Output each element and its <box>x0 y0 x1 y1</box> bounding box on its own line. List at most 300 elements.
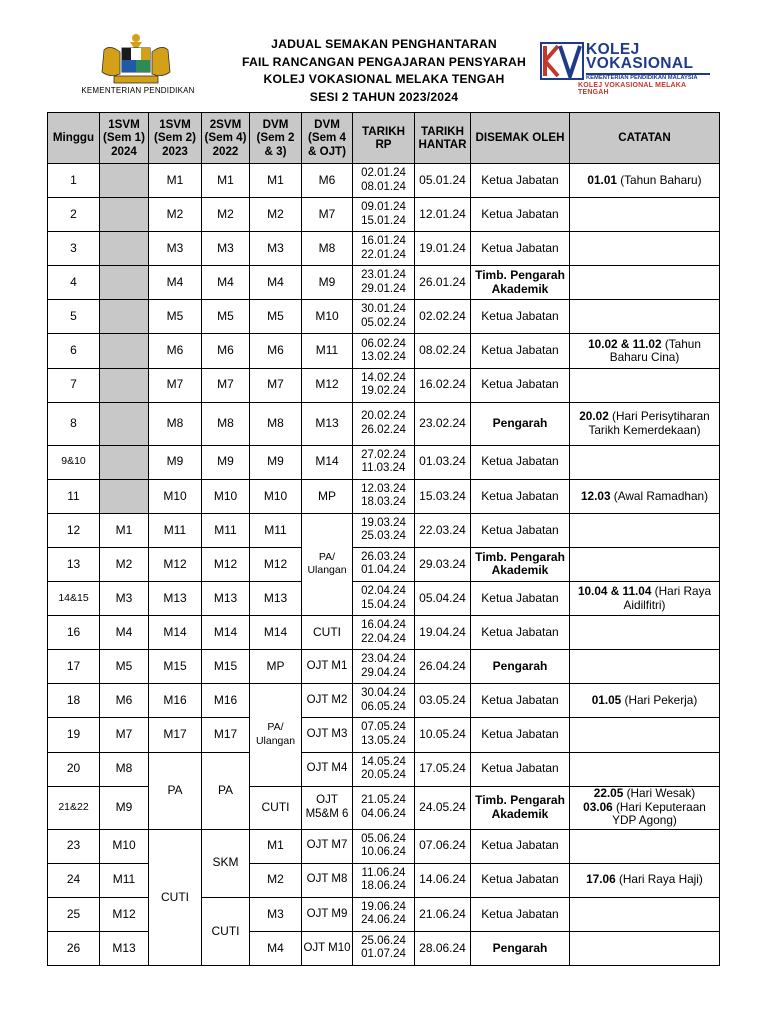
table-row <box>48 266 720 300</box>
dvm-sem4-cell: M8 <box>302 232 353 266</box>
tarikh-rp-cell <box>353 479 415 513</box>
rp-end-date: 10.06.24 <box>361 846 406 859</box>
svm2-2022-cell: M7 <box>202 368 250 402</box>
rp-start-date: 19.03.24 <box>361 516 406 529</box>
rp-end-date: 18.06.24 <box>361 880 406 893</box>
svm2-2022-cell: M16 <box>202 684 250 718</box>
table-row <box>48 368 720 402</box>
cuti-merged-cell <box>202 897 250 965</box>
rp-start-date: 06.02.24 <box>361 337 406 350</box>
tarikh-hantar-cell: 29.03.24 <box>415 547 471 581</box>
tarikh-rp-cell <box>353 164 415 198</box>
svm1-2023-cell: M1 <box>149 164 202 198</box>
catatan-cell <box>570 582 720 616</box>
kolej-vokasional-logo <box>540 42 716 100</box>
tarikh-rp-cell <box>353 650 415 684</box>
rp-start-date: 21.05.24 <box>361 794 406 807</box>
catatan-cell <box>570 479 720 513</box>
dvm-sem23-cell: MP <box>250 650 302 684</box>
catatan-cell <box>570 164 720 198</box>
catatan-cell <box>570 786 720 829</box>
reviewer-cell: Pengarah <box>471 931 570 965</box>
table-row <box>48 513 720 547</box>
dvm-sem23-cell: M2 <box>250 198 302 232</box>
rp-start-date: 23.04.24 <box>361 653 406 666</box>
tarikh-rp-cell <box>353 718 415 752</box>
week-cell: 23 <box>48 829 100 863</box>
dvm-sem4-cell: M9 <box>302 266 353 300</box>
shaded-cell <box>100 445 149 479</box>
holiday-date: 12.03 <box>580 488 611 503</box>
table-row <box>48 684 720 718</box>
rp-start-date: 12.03.24 <box>361 482 406 495</box>
catatan-cell <box>570 198 720 232</box>
dvm-sem4-cell: M6 <box>302 164 353 198</box>
dvm-sem4-cell: OJT M4 <box>302 752 353 786</box>
svm1-2024-cell: M13 <box>100 931 149 965</box>
dvm-sem4-cell: M14 <box>302 445 353 479</box>
rp-end-date: 01.04.24 <box>361 564 406 577</box>
svm1-2024-cell: M10 <box>100 829 149 863</box>
tarikh-rp-cell <box>353 513 415 547</box>
catatan-cell <box>570 368 720 402</box>
reviewer-cell: Ketua Jabatan <box>471 616 570 650</box>
cuti-merged-cell <box>149 829 202 965</box>
tarikh-hantar-cell: 23.02.24 <box>415 402 471 445</box>
holiday-name: (Hari Raya Aidilfitri) <box>623 584 712 612</box>
tarikh-hantar-cell: 26.04.24 <box>415 650 471 684</box>
table-row <box>48 897 720 931</box>
week-cell: 12 <box>48 513 100 547</box>
holiday-name: (Hari Pekerja) <box>621 693 698 708</box>
week-cell: 5 <box>48 300 100 334</box>
kv-logo-mark-icon <box>540 42 584 80</box>
rp-start-date: 09.01.24 <box>361 201 406 214</box>
rp-start-date: 30.01.24 <box>361 303 406 316</box>
svm1-2023-cell: M3 <box>149 232 202 266</box>
holiday-date: 10.02 & 11.02 <box>588 336 662 351</box>
tarikh-hantar-cell: 07.06.24 <box>415 829 471 863</box>
document-header <box>0 0 768 112</box>
holiday-name: (Hari Keputeraan YDP Agong) <box>612 799 706 828</box>
rp-start-date: 27.02.24 <box>361 448 406 461</box>
svm1-2023-cell: M9 <box>149 445 202 479</box>
kv-logo-subtitle: KOLEJ VOKASIONAL MELAKA TENGAH <box>578 82 687 96</box>
tarikh-rp-cell <box>353 402 415 445</box>
rp-start-date: 20.02.24 <box>361 410 406 423</box>
reviewer-cell: Ketua Jabatan <box>471 479 570 513</box>
rp-start-date: 16.01.24 <box>361 235 406 248</box>
shaded-cell <box>100 266 149 300</box>
svm1-2023-cell: M15 <box>149 650 202 684</box>
svm1-2023-cell: M17 <box>149 718 202 752</box>
svm2-2022-cell: M6 <box>202 334 250 368</box>
dvm-sem4-cell: OJT M9 <box>302 897 353 931</box>
rp-start-date: 14.02.24 <box>361 371 406 384</box>
dvm-sem4-cell: OJT M2 <box>302 684 353 718</box>
rp-end-date: 06.05.24 <box>361 700 406 713</box>
reviewer-cell: Ketua Jabatan <box>471 897 570 931</box>
column-header: CATATAN <box>570 113 720 164</box>
tarikh-hantar-cell: 10.05.24 <box>415 718 471 752</box>
rp-end-date: 13.05.24 <box>361 734 406 747</box>
cuti-label: CUTI <box>211 923 240 938</box>
catatan-cell <box>570 616 720 650</box>
table-row <box>48 402 720 445</box>
table-row <box>48 334 720 368</box>
week-cell: 17 <box>48 650 100 684</box>
column-header: DVM (Sem 4 & OJT) <box>302 113 353 164</box>
dvm-sem4-cell: MP <box>302 479 353 513</box>
dvm-sem23-cell: M3 <box>250 897 302 931</box>
dvm-sem4-cell: M7 <box>302 198 353 232</box>
reviewer-cell: Timb. Pengarah Akademik <box>471 266 570 300</box>
table-row <box>48 650 720 684</box>
tarikh-rp-cell <box>353 684 415 718</box>
column-header: 2SVM (Sem 4) 2022 <box>202 113 250 164</box>
rp-end-date: 29.04.24 <box>361 666 406 679</box>
svm1-2024-cell: M4 <box>100 616 149 650</box>
rp-end-date: 01.07.24 <box>361 948 406 961</box>
rp-end-date: 26.02.24 <box>361 423 406 436</box>
pa-label: PA <box>167 782 183 797</box>
dvm-sem23-cell: M11 <box>250 513 302 547</box>
tarikh-rp-cell <box>353 897 415 931</box>
dvm-sem23-cell: M5 <box>250 300 302 334</box>
rp-start-date: 25.06.24 <box>361 934 406 947</box>
svm1-2023-cell: M13 <box>149 582 202 616</box>
week-cell: 26 <box>48 931 100 965</box>
holiday-date: 20.02 <box>579 409 609 424</box>
kv-logo-line2: VOKASIONAL <box>586 55 694 72</box>
dvm-sem4-cell: OJT M7 <box>302 829 353 863</box>
rp-end-date: 04.06.24 <box>361 807 406 820</box>
rp-end-date: 13.02.24 <box>361 351 406 364</box>
rp-end-date: 20.05.24 <box>361 769 406 782</box>
tarikh-hantar-cell: 26.01.24 <box>415 266 471 300</box>
dvm-sem4-cell: M12 <box>302 368 353 402</box>
reviewer-cell: Timb. Pengarah Akademik <box>471 786 570 829</box>
svm2-2022-cell: M3 <box>202 232 250 266</box>
holiday-date: 22.05 <box>593 786 624 801</box>
reviewer-cell: Ketua Jabatan <box>471 863 570 897</box>
pa-ulangan-merged-cell <box>250 684 302 786</box>
dvm-sem4-cell: OJT M3 <box>302 718 353 752</box>
shaded-cell <box>100 198 149 232</box>
holiday-name: (Hari Perisytiharan Tarikh Kemerdekaan) <box>588 409 710 437</box>
dvm-sem4-cell: OJT M1 <box>302 650 353 684</box>
catatan-cell <box>570 718 720 752</box>
reviewer-cell: Ketua Jabatan <box>471 582 570 616</box>
dvm-sem4-cell: M13 <box>302 402 353 445</box>
week-cell: 4 <box>48 266 100 300</box>
catatan-cell <box>570 266 720 300</box>
dvm-sem4-cell: M10 <box>302 300 353 334</box>
catatan-cell <box>570 829 720 863</box>
week-cell: 20 <box>48 752 100 786</box>
catatan-cell <box>570 650 720 684</box>
catatan-cell <box>570 445 720 479</box>
svm2-2022-cell: M17 <box>202 718 250 752</box>
schedule-table <box>47 112 720 966</box>
tarikh-rp-cell <box>353 829 415 863</box>
shaded-cell <box>100 300 149 334</box>
dvm-sem4-cell: CUTI <box>302 616 353 650</box>
week-cell: 9&10 <box>48 445 100 479</box>
tarikh-rp-cell <box>353 616 415 650</box>
tarikh-rp-cell <box>353 863 415 897</box>
column-header: Minggu <box>48 113 100 164</box>
rp-start-date: 26.03.24 <box>361 550 406 563</box>
rp-start-date: 14.05.24 <box>361 755 406 768</box>
dvm-sem4-cell: OJT M10 <box>302 931 353 965</box>
rp-end-date: 15.01.24 <box>361 214 406 227</box>
dvm-sem23-cell: M4 <box>250 931 302 965</box>
svm1-2023-cell: M5 <box>149 300 202 334</box>
rp-start-date: 02.01.24 <box>361 167 406 180</box>
tarikh-hantar-cell: 22.03.24 <box>415 513 471 547</box>
svm1-2024-cell: M1 <box>100 513 149 547</box>
week-cell: 7 <box>48 368 100 402</box>
table-row <box>48 547 720 581</box>
holiday-name: (Tahun Baharu Cina) <box>609 336 701 365</box>
rp-end-date: 29.01.24 <box>361 282 406 295</box>
week-cell: 2 <box>48 198 100 232</box>
table-row <box>48 616 720 650</box>
holiday-date: 17.06 <box>586 872 616 887</box>
table-body <box>48 164 720 966</box>
rp-end-date: 18.03.24 <box>361 496 406 509</box>
tarikh-hantar-cell: 02.02.24 <box>415 300 471 334</box>
pa-ulangan-merged-cell <box>302 513 353 615</box>
svm2-2022-cell: M13 <box>202 582 250 616</box>
tarikh-hantar-cell: 19.01.24 <box>415 232 471 266</box>
column-header: TARIKH HANTAR <box>415 113 471 164</box>
tarikh-rp-cell <box>353 368 415 402</box>
table-row <box>48 786 720 829</box>
dvm-sem23-cell: M1 <box>250 164 302 198</box>
catatan-cell <box>570 402 720 445</box>
rp-end-date: 22.01.24 <box>361 248 406 261</box>
holiday-name: (Hari Wesak) <box>623 786 696 801</box>
dvm-sem23-cell: M10 <box>250 479 302 513</box>
svm2-2022-cell: M15 <box>202 650 250 684</box>
reviewer-cell: Ketua Jabatan <box>471 198 570 232</box>
svm1-2024-cell: M5 <box>100 650 149 684</box>
week-cell: 19 <box>48 718 100 752</box>
reviewer-cell: Pengarah <box>471 650 570 684</box>
dvm-sem23-cell: M8 <box>250 402 302 445</box>
dvm-sem23-cell: M9 <box>250 445 302 479</box>
tarikh-rp-cell <box>353 232 415 266</box>
kv-logo-ministry: KEMENTERIAN PENDIDIKAN MALAYSIA <box>586 75 698 81</box>
dvm-sem4-cell: OJT M8 <box>302 863 353 897</box>
week-cell: 1 <box>48 164 100 198</box>
tarikh-hantar-cell: 14.06.24 <box>415 863 471 897</box>
pa-merged-cell <box>149 752 202 829</box>
shaded-cell <box>100 479 149 513</box>
svm1-2024-cell: M8 <box>100 752 149 786</box>
dvm-sem23-cell: M14 <box>250 616 302 650</box>
rp-start-date: 11.06.24 <box>361 866 406 879</box>
tarikh-rp-cell <box>353 931 415 965</box>
svm1-2024-cell: M11 <box>100 863 149 897</box>
catatan-cell <box>570 897 720 931</box>
week-cell: 13 <box>48 547 100 581</box>
tarikh-hantar-cell: 15.03.24 <box>415 479 471 513</box>
svm1-2024-cell: M7 <box>100 718 149 752</box>
rp-start-date: 19.06.24 <box>361 900 406 913</box>
tarikh-hantar-cell: 08.02.24 <box>415 334 471 368</box>
svm1-2023-cell: M12 <box>149 547 202 581</box>
svm1-2023-cell: M14 <box>149 616 202 650</box>
rp-end-date: 25.03.24 <box>361 530 406 543</box>
tarikh-rp-cell <box>353 582 415 616</box>
tarikh-hantar-cell: 12.01.24 <box>415 198 471 232</box>
svm1-2023-cell: M16 <box>149 684 202 718</box>
shaded-cell <box>100 368 149 402</box>
table-row <box>48 931 720 965</box>
svm1-2023-cell: M2 <box>149 198 202 232</box>
pa-merged-cell <box>202 752 250 829</box>
week-cell: 11 <box>48 479 100 513</box>
rp-end-date: 19.02.24 <box>361 385 406 398</box>
tarikh-hantar-cell: 05.01.24 <box>415 164 471 198</box>
column-header: TARIKH RP <box>353 113 415 164</box>
svm2-2022-cell: M9 <box>202 445 250 479</box>
title-line-3: KOLEJ VOKASIONAL MELAKA TENGAH <box>263 72 505 86</box>
week-cell: 18 <box>48 684 100 718</box>
holiday-name: (Hari Raya Haji) <box>615 872 703 887</box>
svm2-2022-cell: M11 <box>202 513 250 547</box>
rp-start-date: 16.04.24 <box>361 619 406 632</box>
skm-label: SKM <box>212 855 239 870</box>
column-header: 1SVM (Sem 1) 2024 <box>100 113 149 164</box>
tarikh-hantar-cell: 28.06.24 <box>415 931 471 965</box>
holiday-date: 03.06 <box>583 799 613 814</box>
column-header: DVM (Sem 2 & 3) <box>250 113 302 164</box>
rp-end-date: 22.04.24 <box>361 632 406 645</box>
week-cell: 16 <box>48 616 100 650</box>
pa-ulangan-label: PA/ Ulangan <box>255 721 296 747</box>
reviewer-cell: Ketua Jabatan <box>471 513 570 547</box>
cuti-label: CUTI <box>161 889 189 904</box>
column-header: DISEMAK OLEH <box>471 113 570 164</box>
tarikh-hantar-cell: 01.03.24 <box>415 445 471 479</box>
week-cell: 3 <box>48 232 100 266</box>
dvm-sem23-cell: M12 <box>250 547 302 581</box>
rp-start-date: 23.01.24 <box>361 269 406 282</box>
skm-merged-cell <box>202 829 250 897</box>
table-row <box>48 479 720 513</box>
table-row <box>48 445 720 479</box>
table-row <box>48 829 720 863</box>
svm2-2022-cell: M12 <box>202 547 250 581</box>
table-row <box>48 718 720 752</box>
reviewer-cell: Ketua Jabatan <box>471 164 570 198</box>
dvm-sem23-cell: M13 <box>250 582 302 616</box>
rp-end-date: 15.04.24 <box>361 598 406 611</box>
shaded-cell <box>100 334 149 368</box>
svm2-2022-cell: M10 <box>202 479 250 513</box>
dvm-sem4-cell: M11 <box>302 334 353 368</box>
week-cell: 24 <box>48 863 100 897</box>
tarikh-hantar-cell: 24.05.24 <box>415 786 471 829</box>
holiday-name: (Tahun Baharu) <box>616 172 702 187</box>
reviewer-cell: Ketua Jabatan <box>471 829 570 863</box>
table-row <box>48 582 720 616</box>
reviewer-cell: Timb. Pengarah Akademik <box>471 547 570 581</box>
svm2-2022-cell: M1 <box>202 164 250 198</box>
svm2-2022-cell: M8 <box>202 402 250 445</box>
tarikh-rp-cell <box>353 547 415 581</box>
catatan-cell <box>570 684 720 718</box>
tarikh-rp-cell <box>353 198 415 232</box>
table-header-row <box>48 113 720 164</box>
tarikh-hantar-cell: 16.02.24 <box>415 368 471 402</box>
tarikh-hantar-cell: 17.05.24 <box>415 752 471 786</box>
rp-start-date: 05.06.24 <box>361 832 406 845</box>
dvm-sem23-cell: M3 <box>250 232 302 266</box>
dvm-sem23-cell: M7 <box>250 368 302 402</box>
catatan-cell <box>570 752 720 786</box>
dvm-sem4-cell: OJT M5&M 6 <box>302 786 353 829</box>
title-line-4: SESI 2 TAHUN 2023/2024 <box>309 89 459 104</box>
tarikh-hantar-cell: 05.04.24 <box>415 582 471 616</box>
svm1-2024-cell: M3 <box>100 582 149 616</box>
svm1-2023-cell: M6 <box>149 334 202 368</box>
tarikh-rp-cell <box>353 445 415 479</box>
kv-logo-line1: KOLEJ <box>586 41 640 58</box>
catatan-cell <box>570 863 720 897</box>
shaded-cell <box>100 232 149 266</box>
shaded-cell <box>100 164 149 198</box>
column-header: 1SVM (Sem 2) 2023 <box>149 113 202 164</box>
svm2-2022-cell: M2 <box>202 198 250 232</box>
rp-start-date: 02.04.24 <box>361 585 406 598</box>
reviewer-cell: Ketua Jabatan <box>471 368 570 402</box>
table-row <box>48 198 720 232</box>
tarikh-rp-cell <box>353 752 415 786</box>
week-cell: 8 <box>48 402 100 445</box>
svm2-2022-cell: M5 <box>202 300 250 334</box>
week-cell: 21&22 <box>48 786 100 829</box>
rp-start-date: 30.04.24 <box>361 687 406 700</box>
holiday-date: 01.01 <box>587 172 617 187</box>
reviewer-cell: Ketua Jabatan <box>471 334 570 368</box>
svm1-2023-cell: M7 <box>149 368 202 402</box>
reviewer-cell: Ketua Jabatan <box>471 718 570 752</box>
reviewer-cell: Pengarah <box>471 402 570 445</box>
title-line-2: FAIL RANCANGAN PENGAJARAN PENSYARAH <box>242 54 526 69</box>
tarikh-rp-cell <box>353 300 415 334</box>
svm1-2024-cell: M12 <box>100 897 149 931</box>
pa-ulangan-label: PA/ Ulangan <box>307 550 347 577</box>
svm1-2023-cell: M8 <box>149 402 202 445</box>
rp-end-date: 08.01.24 <box>361 180 406 193</box>
dvm-sem23-cell: CUTI <box>250 786 302 829</box>
reviewer-cell: Ketua Jabatan <box>471 232 570 266</box>
svm1-2024-cell: M9 <box>100 786 149 829</box>
table-row <box>48 164 720 198</box>
reviewer-cell: Ketua Jabatan <box>471 752 570 786</box>
tarikh-rp-cell <box>353 266 415 300</box>
reviewer-cell: Ketua Jabatan <box>471 445 570 479</box>
tarikh-rp-cell <box>353 786 415 829</box>
holiday-date: 01.05 <box>591 693 622 708</box>
tarikh-hantar-cell: 21.06.24 <box>415 897 471 931</box>
holiday-name: (Awal Ramadhan) <box>610 488 708 503</box>
